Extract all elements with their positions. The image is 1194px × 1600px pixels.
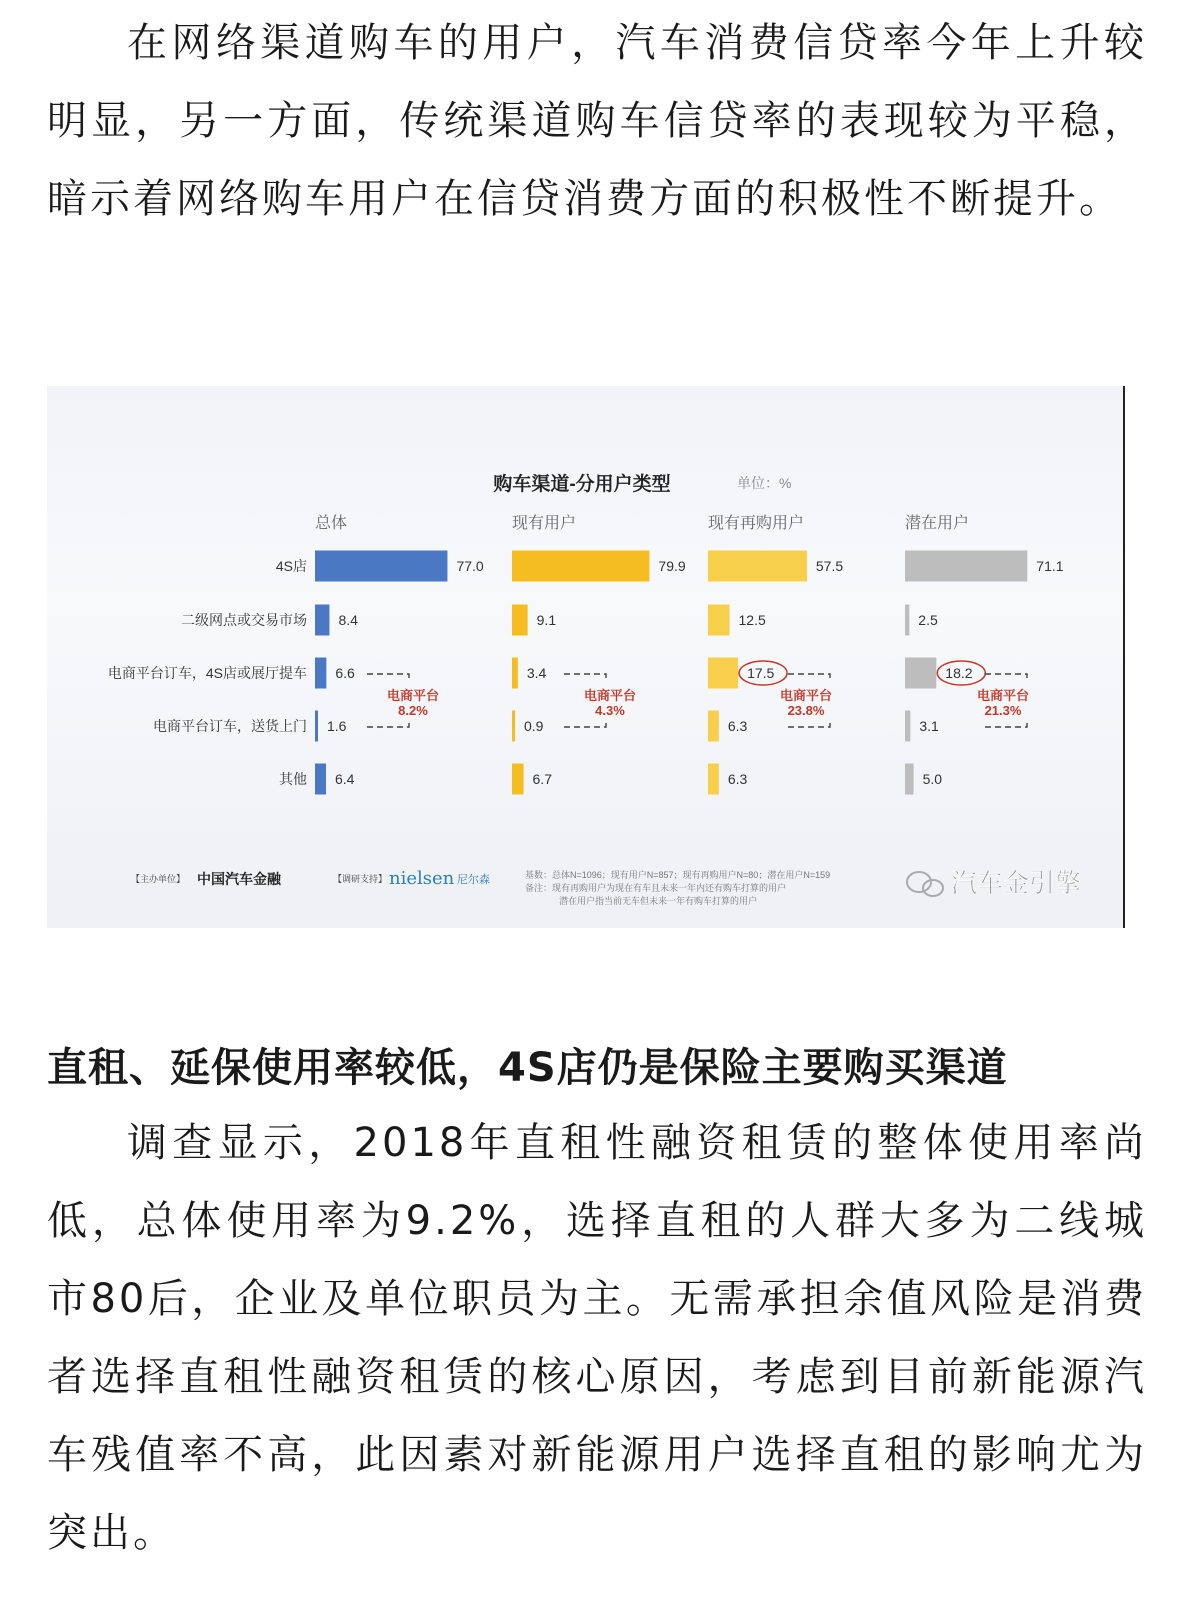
data-label: 3.4: [526, 665, 547, 681]
category-label: 二级网点或交易市场: [181, 612, 307, 628]
bar: [315, 711, 318, 742]
category-label: 4S店: [275, 558, 307, 574]
bar: [905, 711, 910, 742]
data-label: 9.1: [536, 612, 557, 628]
series-name: 潜在用户: [905, 515, 970, 532]
ecommerce-total: 23.8%: [787, 703, 825, 718]
bar: [708, 605, 730, 636]
ecommerce-total: 21.3%: [984, 703, 1022, 718]
research-name: nielsen: [389, 868, 455, 889]
bar: [512, 764, 524, 795]
bar: [315, 551, 447, 582]
data-label: 17.5: [747, 665, 775, 681]
body-paragraph: 调查显示，2018年直租性融资租赁的整体使用率尚低，总体使用率为9.2%，选择直租的人群大多为二线城市80后，企业及单位职员为主。无需承担余值风险是消费者选择直租性融资租赁的核心原因，考虑到目前新能源汽车残值率不高，此因素对新能源用户选择直租的影响尤为突出。: [47, 1120, 1147, 1556]
data-label: 6.6: [335, 665, 355, 681]
research-label: 【调研支持】: [333, 874, 388, 884]
data-label: 8.4: [338, 612, 358, 628]
ecommerce-label: 电商平台: [583, 688, 637, 703]
bar: [512, 711, 515, 742]
bar: [905, 764, 914, 795]
data-label: 79.9: [658, 558, 686, 574]
bar: [905, 658, 936, 689]
ecommerce-label: 电商平台: [779, 688, 833, 703]
channel-bar-chart: [47, 386, 1123, 928]
bar: [315, 764, 326, 795]
intro-paragraph: 在网络渠道购车的用户，汽车消费信贷率今年上升较明显，另一方面，传统渠道购车信贷率的表现较为平稳，暗示着网络购车用户在信贷消费方面的积极性不断提升。: [47, 20, 1147, 222]
data-label: 2.5: [918, 612, 938, 628]
bar: [708, 658, 738, 689]
section-heading: 直租、延保使用率较低，4S店仍是保险主要购买渠道: [47, 1045, 1008, 1091]
bar: [708, 711, 719, 742]
sponsor-name: 中国汽车金融: [197, 871, 281, 887]
series-panel: [315, 514, 484, 795]
bar: [905, 605, 909, 636]
chart-figure: [47, 386, 1125, 928]
data-label: 0.9: [524, 718, 544, 734]
data-label: 71.1: [1036, 558, 1064, 574]
data-label: 5.0: [922, 771, 943, 787]
series-panel: [512, 514, 686, 795]
note-line-1: 备注：现有再购用户为现在有车且未来一年内还有购车打算的用户: [525, 883, 787, 893]
chart-title: 购车渠道-分用户类型: [493, 474, 671, 495]
bar: [315, 658, 326, 689]
research-name-cn: 尼尔森: [457, 874, 490, 886]
bar: [708, 551, 807, 582]
data-label: 6.4: [335, 771, 355, 787]
bar: [905, 551, 1027, 582]
base-note: 基数：总体N=1096；现有用户N=857；现有再购用户N=80；潜在用户N=159: [525, 870, 831, 880]
data-label: 6.7: [532, 771, 552, 787]
wechat-icon: [907, 872, 943, 896]
ecommerce-label: 电商平台: [976, 688, 1030, 703]
series-name: 现有用户: [512, 515, 577, 532]
bar: [512, 658, 518, 689]
bar: [512, 605, 528, 636]
data-label: 6.3: [727, 771, 748, 787]
bar: [708, 764, 719, 795]
series-panel: [905, 514, 1064, 795]
data-label: 77.0: [456, 558, 484, 574]
data-label: 18.2: [945, 665, 973, 681]
ecommerce-total: 4.3%: [595, 703, 625, 718]
ecommerce-total: 8.2%: [398, 703, 428, 718]
ecommerce-label: 电商平台: [386, 688, 440, 703]
series-name: 总体: [315, 515, 348, 532]
series-panel: [708, 514, 843, 795]
data-label: 57.5: [815, 558, 844, 574]
data-label: 1.6: [327, 718, 347, 734]
data-label: 3.1: [919, 718, 939, 734]
series-name: 现有再购用户: [708, 515, 805, 532]
note-line-2: 潜在用户指当前无车但未来一年有购车打算的用户: [559, 896, 758, 906]
bar: [512, 551, 649, 582]
data-label: 6.3: [727, 718, 748, 734]
category-label: 电商平台订车，4S店或展厅提车: [107, 665, 307, 681]
sponsor-label: 【主办单位】: [131, 874, 186, 884]
category-label: 电商平台订车，送货上门: [153, 718, 307, 734]
bar: [315, 605, 329, 636]
chart-unit: 单位：%: [737, 475, 792, 491]
data-label: 12.5: [738, 612, 766, 628]
watermark: 汽车金引擎: [951, 868, 1082, 898]
category-label: 其他: [279, 771, 307, 787]
